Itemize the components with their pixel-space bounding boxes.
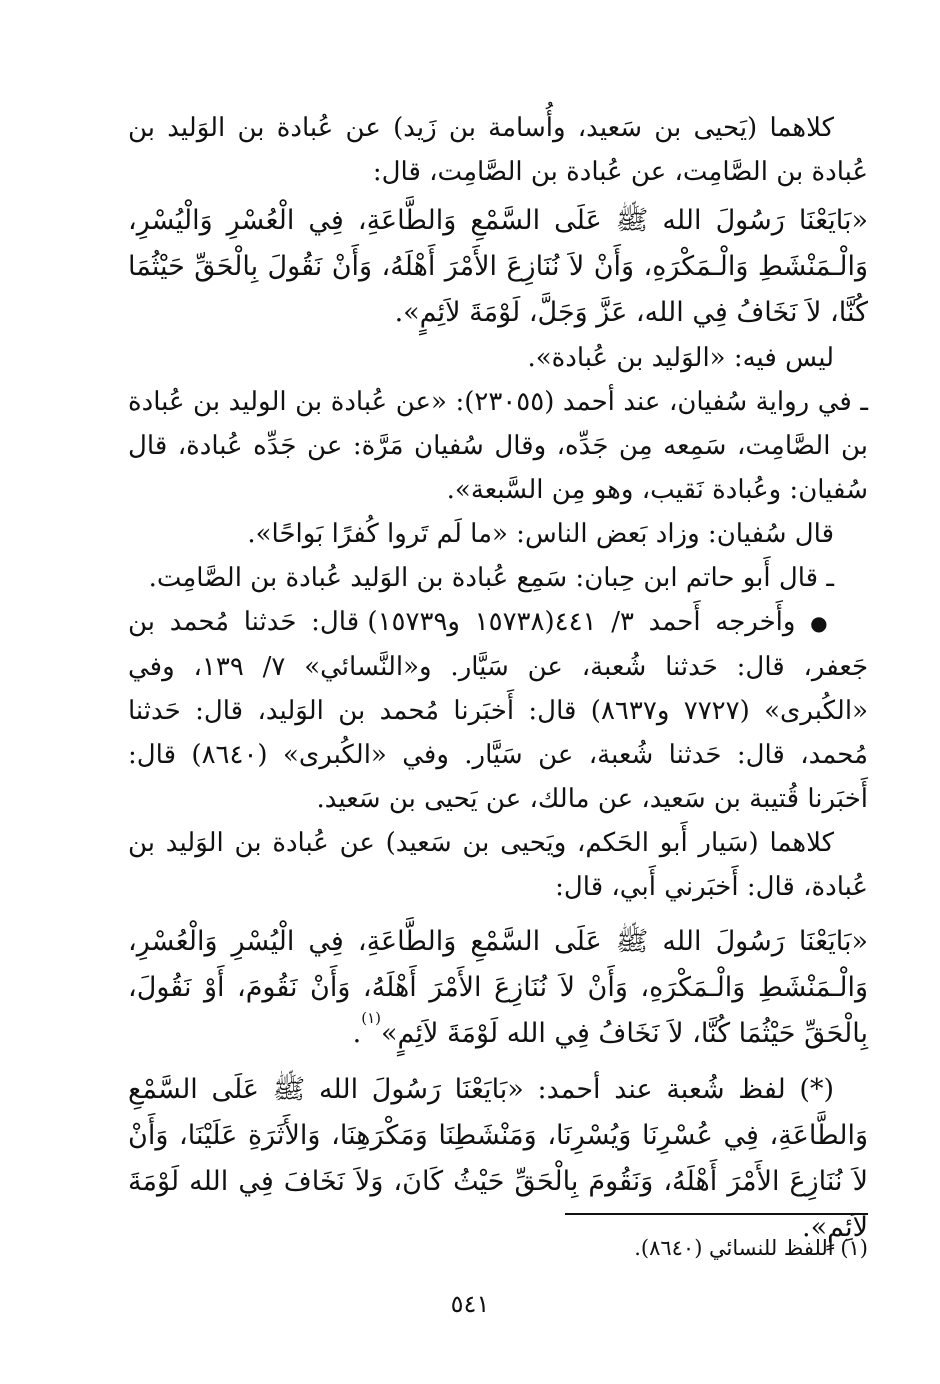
sufyan-narration-paragraph: ـ في رواية سُفيان، عند أحمد (٢٣٠٥٥): «عن عُبادة بن الوليد بن عُبادة بن الصَّامِت، سَمِعه مِن جَدِّه، وقال سُفيان مَرَّة: عن جَدِّه عُبادة، قال سُفيان: وعُبادة نَقيب، وهو مِن السَّبعة». xyxy=(128,387,868,505)
main-text xyxy=(128,106,868,1251)
hadith-text-2-end: . xyxy=(352,1018,362,1049)
hadith-text-2-body: «بَايَعْنَا رَسُولَ الله ﷺ عَلَى السَّمْعِ وَالطَّاعَةِ، فِي الْيُسْرِ وَالْعُسْرِ، وَالْـمَنْشَطِ وَالْـمَكْرَهِ، وَأَنْ لاَ نُنَازِعَ الأَمْرَ أَهْلَهُ، وَأَنْ نَقُومَ، أَوْ نَقُولَ، بِالْحَقِّ حَيْثُمَا كُنَّا، لاَ نَخَافُ فِي الله لَوْمَةَ لاَئِمٍ» xyxy=(128,926,868,1049)
footnote-separator xyxy=(565,1213,868,1215)
footnote-reference: (١) xyxy=(361,1009,382,1027)
bullet-icon: ● xyxy=(810,611,835,635)
note-paragraph: ليس فيه: «الوَليد بن عُبادة». xyxy=(527,343,834,373)
footnote: (١) اللفظ للنسائي (٨٦٤٠). xyxy=(634,1236,868,1260)
ibn-hibban-paragraph: ـ قال أَبو حاتم ابن حِبان: سَمِع عُبادة بن الوَليد عُبادة بن الصَّامِت. xyxy=(148,563,834,593)
shuba-wording-paragraph: (*) لفظ شُعبة عند أحمد: «بَايَعْنَا رَسُولَ الله ﷺ عَلَى السَّمْعِ وَالطَّاعَةِ، فِي عُسْرِنَا وَيُسْرِنَا، وَمَنْشَطِنَا وَمَكْرَهِنَا، وَالأَثَرَةِ عَلَيْنَا، وَأَنْ لاَ نُنَازِعَ الأَمْرَ أَهْلَهُ، وَنَقُومَ بِالْحَقِّ حَيْثُ كَانَ، وَلاَ نَخَافَ فِي الله لَوْمَةَ لاَئِمٍ». xyxy=(128,1074,868,1243)
hadith-text-2 xyxy=(128,919,868,1057)
takhrij-text: وأَخرجه أَحمد ٣/ ٤٤١(١٥٧٣٨ و١٥٧٣٩) قال: حَدثنا مُحمد بن جَعفر، قال: حَدثنا شُعبة، عن سَيَّار. و«النَّسائي» ٧/ ١٣٩، وفي «الكُبرى» (٧٧٢٧ و٨٦٣٧) قال: أَخبَرنا مُحمد بن الوَليد، قال: حَدثنا مُحمد، قال: حَدثنا شُعبة، عن سَيَّار. وفي «الكُبرى» (٨٦٤٠) قال: أَخبَرنا قُتيبة بن سَعيد، عن مالك، عن يَحيى بن سَعيد. xyxy=(128,607,869,814)
chain-paragraph-2: كلاهما (سَيار أَبو الحَكم، ويَحيى بن سَعيد) عن عُبادة بن الوَليد بن عُبادة، قال: أَخبَرني أَبي، قال: xyxy=(128,828,868,902)
takhrij-paragraph xyxy=(128,600,868,821)
hadith-text-1: «بَايَعْنَا رَسُولَ الله ﷺ عَلَى السَّمْعِ وَالطَّاعَةِ، فِي الْعُسْرِ وَالْيُسْرِ، وَالْـمَنْشَطِ وَالْـمَكْرَهِ، وَأَنْ لاَ نُنَازِعَ الأَمْرَ أَهْلَهُ، وَأَنْ نَقُولَ بِالْحَقِّ حَيْثُمَا كُنَّا، لاَ نَخَافُ فِي الله، عَزَّ وَجَلَّ، لَوْمَةَ لاَئِمٍ». xyxy=(128,205,868,328)
page-number: ٥٤١ xyxy=(450,1290,490,1318)
chain-paragraph-1: كلاهما (يَحيى بن سَعيد، وأُسامة بن زَيد) عن عُبادة بن الوَليد بن عُبادة بن الصَّامِت، عن عُبادة بن الصَّامِت، قال: xyxy=(128,113,868,187)
sufyan-addition-paragraph: قال سُفيان: وزاد بَعض الناس: «ما لَم تَروا كُفرًا بَواحًا». xyxy=(247,519,834,549)
